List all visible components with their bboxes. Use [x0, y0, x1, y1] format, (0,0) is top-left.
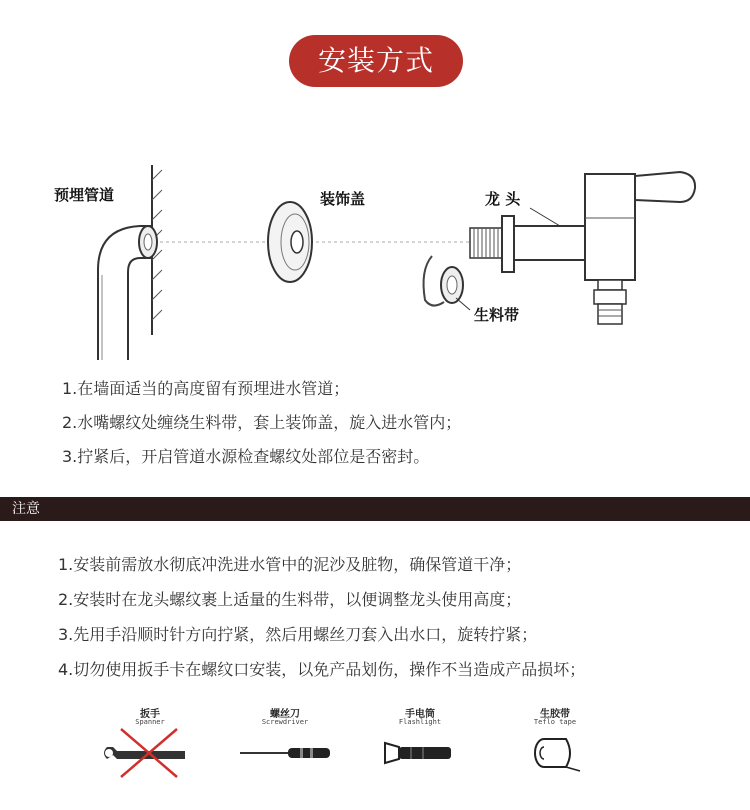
notice-list — [58, 547, 728, 687]
install-step: 2.水嘴螺纹处缠绕生料带，套上装饰盖，旋入进水管内； — [62, 413, 462, 432]
tool-name: 扳手 — [140, 709, 160, 720]
tool-name-en: Screwdriver — [261, 718, 309, 726]
notice-item: 1.安装前需放水彻底冲洗进水管中的泥沙及脏物，确保管道干净； — [58, 555, 522, 574]
tool-name-en: Teflo tape — [533, 718, 577, 726]
install-step: 1.在墙面适当的高度留有预埋进水管道； — [62, 379, 350, 398]
wrench-crossed-icon — [95, 725, 205, 783]
notice-item: 2.安装时在龙头螺纹裹上适量的生料带，以便调整龙头使用高度； — [58, 590, 522, 609]
notice-header-bar — [0, 497, 750, 521]
screwdriver-icon — [230, 725, 340, 783]
tool-name-en: Flashlight — [398, 718, 442, 726]
flashlight-icon — [365, 725, 475, 783]
tool-name: 螺丝刀 — [270, 709, 300, 720]
label-faucet: 龙 头 — [485, 190, 521, 208]
tool-list — [95, 705, 615, 785]
install-step: 3.拧紧后，开启管道水源检查螺纹处部位是否密封。 — [62, 447, 430, 466]
notice-header: 注意 — [12, 501, 40, 517]
tool-ptfe-tape — [500, 705, 610, 783]
tool-screwdriver — [230, 705, 340, 783]
installation-diagram-graphic — [40, 160, 720, 360]
section-title: 安装方式 — [289, 35, 463, 87]
label-embedded-pipe: 预埋管道 — [54, 186, 115, 204]
label-decorative-cap: 装饰盖 — [320, 190, 366, 208]
install-steps — [62, 372, 702, 474]
label-ptfe-tape: 生料带 — [474, 306, 520, 324]
notice-item: 4.切勿使用扳手卡在螺纹口安装，以免产品划伤，操作不当造成产品损坏； — [58, 660, 586, 679]
tool-flashlight — [365, 705, 475, 783]
notice-item: 3.先用手沿顺时针方向拧紧，然后用螺丝刀套入出水口，旋转拧紧； — [58, 625, 538, 644]
tool-name: 手电筒 — [405, 709, 435, 720]
tool-spanner — [95, 705, 205, 783]
installation-diagram — [40, 160, 720, 360]
tape-roll-icon — [500, 725, 610, 783]
tool-name: 生胶带 — [540, 709, 570, 720]
tool-name-en: Spanner — [135, 718, 165, 726]
